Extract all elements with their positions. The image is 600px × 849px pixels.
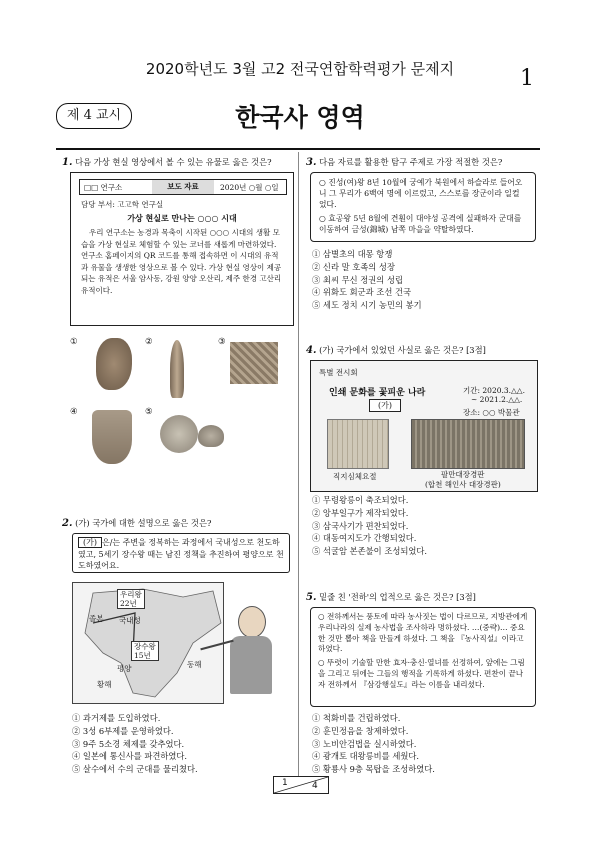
q3-option-1[interactable]: ① 삼별초의 대몽 항쟁	[312, 249, 393, 259]
footer-page-box	[273, 776, 329, 794]
map-label-yellow-sea: 황해	[97, 680, 112, 689]
teacher-head	[238, 606, 266, 638]
q1-choice-2-num: ②	[145, 336, 153, 346]
q2-option-5[interactable]: ⑤ 살수에서 수의 군대를 물리쳤다.	[72, 764, 198, 775]
poster-caption-3: (합천 해인사 대장경판)	[425, 480, 501, 489]
q2-prompt: 2. (가) 국가에 대한 설명으로 옳은 것은?	[62, 518, 212, 529]
q1-prompt: 1. 다음 가상 현실 영상에서 볼 수 있는 유물로 옳은 것은?	[62, 157, 272, 168]
q4-options	[312, 494, 427, 558]
q4-option-2[interactable]: ② 앙부일구가 제작되었다.	[312, 507, 409, 518]
q5-options	[312, 712, 435, 776]
q5-prompt: 5. 밑줄 친 '전하'의 업적으로 옳은 것은? [3점]	[306, 592, 476, 603]
page-number: 1	[520, 66, 534, 91]
q5-source-box	[310, 607, 536, 707]
map-label-gungnae: 국내성	[119, 616, 141, 625]
press-body: 우리 연구소는 농경과 목축이 시작된 ○○○ 시대의 생활 모습을 가상 현실로 체험할 수 있는 코너를 새롭게 마련하였다. 연구소 홈페이지의 QR 코드를 통해 접속하면 이 시대의 유적과 유물을 생생한 영상으로 볼 수 있다. 가상 현실 영상이 제공되는 유적은 서울 암사동, 강원 양양 오산리, 제주 한경 고산리 유적이다.	[81, 228, 282, 295]
q3-options	[312, 248, 422, 312]
q1-choice-5-artifact-b	[198, 425, 224, 447]
q1-choice-4-artifact[interactable]	[92, 410, 132, 464]
press-dept: 담당 부서: 고고학 연구실	[81, 200, 164, 209]
q3-option-5[interactable]: ⑤ 세도 정치 시기 농민의 봉기	[312, 300, 422, 311]
q5-option-3[interactable]: ③ 노비안검법을 실시하였다.	[312, 738, 417, 749]
footer-total: 4	[312, 781, 318, 791]
q3-option-2[interactable]: ② 신라 말 호족의 성장	[312, 261, 395, 272]
q4-prompt: 4. (가) 국가에서 있었던 사실로 옳은 것은? [3점]	[306, 345, 486, 356]
press-heading: 가상 현실로 만나는 ○○○ 시대	[127, 213, 237, 223]
q4-option-1[interactable]: ① 무령왕릉이 축조되었다.	[312, 495, 409, 505]
q2-speech-tag: (가)	[78, 537, 102, 548]
q3-source-2: ○ 효공왕 5년 8월에 견훤이 대야성 공격에 실패하자 군대를 이동하여 금성(錦城) 남쪽 마을을 약탈하였다.	[319, 214, 522, 234]
session-badge: 제 4 교시	[56, 103, 132, 129]
poster-title: 인쇄 문화를 꽃피운 나라	[329, 388, 426, 398]
q1-choice-4-num: ④	[70, 406, 78, 416]
q2-teacher-figure	[226, 606, 276, 708]
teacher-body	[230, 636, 272, 694]
q1-choice-1-num: ①	[70, 336, 78, 346]
exam-title: 2020학년도 3월 고2 전국연합학력평가 문제지	[145, 60, 455, 78]
q4-option-5[interactable]: ⑤ 석굴암 본존불이 조성되었다.	[312, 546, 428, 557]
poster-place: 장소: ○○ 박물관	[463, 408, 520, 417]
q2-speech-bubble	[72, 533, 290, 573]
q1-choice-2-artifact[interactable]	[170, 340, 184, 398]
q5-option-5[interactable]: ⑤ 황룡사 9층 목탑을 조성하였다.	[312, 764, 435, 775]
q3-option-3[interactable]: ③ 최씨 무신 정권의 성립	[312, 274, 403, 285]
q5-option-4[interactable]: ④ 광개토 대왕릉비를 세웠다.	[312, 751, 420, 762]
q1-choice-1-artifact[interactable]	[96, 338, 132, 390]
q5-source-1: ○ 전하께서는 풍토에 따라 농사짓는 법이 다르므로, 지방관에게 우리나라의 실제 농사법을 조사하라 명하셨다. …(중략)… 중요한 것만 뽑아 책을 만들게 하셨다. 그 책을 『농사직설』이라고 하였다.	[318, 612, 528, 654]
map-label-east-sea: 동해	[187, 660, 202, 669]
q3-source-box	[310, 172, 536, 242]
subject-title: 한국사 영역	[235, 103, 365, 132]
q2-option-2[interactable]: ② 3성 6부제를 운영하였다.	[72, 725, 174, 736]
q2-option-1[interactable]: ① 과거제를 도입하였다.	[72, 713, 161, 723]
poster-ga: (가)	[369, 399, 401, 412]
press-org: □□ 연구소	[84, 183, 123, 192]
map-box-1: 우리왕 22년	[117, 589, 145, 609]
q3-prompt: 3. 다음 자료를 활용한 탐구 주제로 가장 적절한 것은?	[306, 157, 503, 168]
tripitaka-image	[411, 419, 525, 469]
poster-caption-1: 직지심체요절	[333, 472, 377, 481]
q2-options	[72, 712, 198, 776]
q2-map	[72, 582, 224, 704]
map-label-jolbon: 졸본	[89, 614, 104, 623]
poster-period: 기간: 2020.3.△△.	[463, 386, 525, 395]
press-date: 2020년 ○월 ○일	[220, 183, 279, 192]
map-box-2: 장수왕 15년	[131, 641, 159, 661]
q1-choice-5-artifact[interactable]	[160, 415, 198, 453]
column-divider	[298, 152, 299, 777]
header-rule	[56, 148, 540, 150]
q4-option-4[interactable]: ④ 대동여지도가 간행되었다.	[312, 533, 417, 544]
q5-option-2[interactable]: ② 훈민정음을 창제하였다.	[312, 725, 409, 736]
q1-press-release	[70, 172, 294, 326]
q1-choice-3-artifact[interactable]	[230, 342, 278, 384]
q2-speech-text: 은/는 주변을 정복하는 과정에서 국내성으로 천도하였고, 5세기 장수왕 때는 남진 정책을 추진하여 평양으로 천도하였어요.	[78, 538, 284, 570]
q5-option-1[interactable]: ① 척화비를 건립하였다.	[312, 713, 401, 723]
q1-choice-3-num: ③	[218, 336, 226, 346]
q4-poster	[310, 360, 538, 492]
q1-choice-5-num: ⑤	[145, 406, 153, 416]
poster-period-end: ~ 2021.2.△△.	[471, 395, 523, 404]
q2-option-3[interactable]: ③ 9주 5소경 체제를 갖추었다.	[72, 738, 185, 749]
press-header	[79, 179, 287, 195]
map-label-pyongyang: 평양	[117, 664, 132, 673]
poster-caption-2: 팔만대장경판	[441, 470, 485, 479]
q5-source-2: ○ 뚜렷이 기술할 만한 효자·충신·열녀를 선정하여, 앞에는 그림을 그리고 뒤에는 그들의 행적을 기록하게 하셨다. 편찬이 끝나자 전하께서 『삼강행실도』라는 이름을 내리셨다.	[318, 658, 525, 689]
press-kind: 보도 자료	[152, 180, 214, 194]
q3-option-4[interactable]: ④ 위화도 회군과 조선 건국	[312, 287, 411, 298]
q4-option-3[interactable]: ③ 삼국사기가 편찬되었다.	[312, 520, 409, 531]
jikji-image	[327, 419, 389, 469]
poster-tag: 특별 전시회	[319, 368, 358, 377]
q3-source-1: ○ 진성(여)왕 8년 10월에 궁예가 북원에서 하슬라로 들어오니 그 무리가 6백여 명에 이르렀고, 스스로를 장군이라 일컬었다.	[319, 178, 523, 209]
footer-page: 1	[282, 778, 288, 788]
q2-option-4[interactable]: ④ 일본에 통신사를 파견하였다.	[72, 751, 188, 762]
